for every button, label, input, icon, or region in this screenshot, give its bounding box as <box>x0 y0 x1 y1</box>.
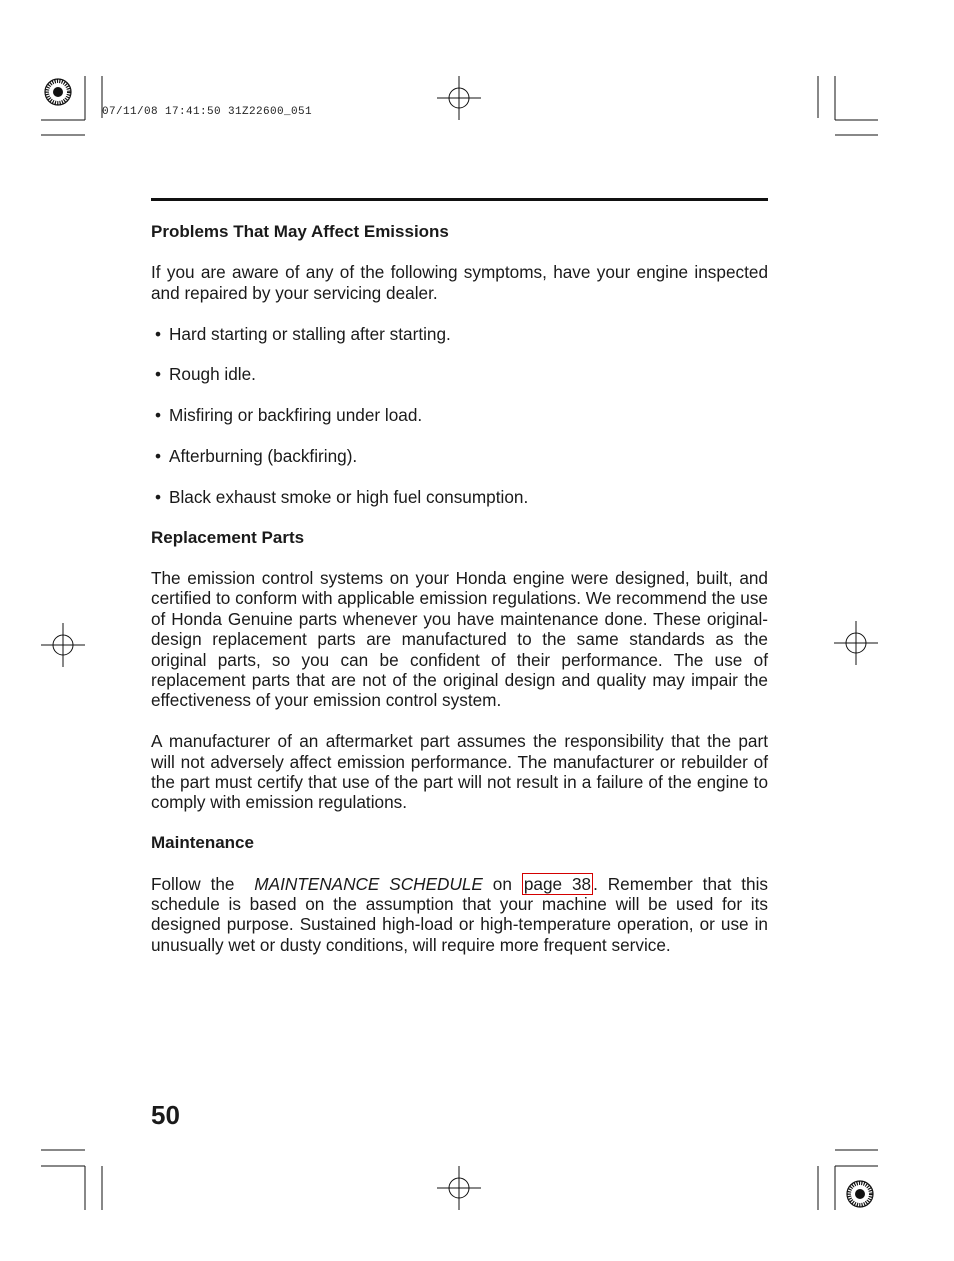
bullet-icon: • <box>155 323 162 344</box>
header-rule <box>151 198 768 201</box>
list-item: • Misfiring or backfiring under load. <box>155 405 423 426</box>
page-body <box>151 222 768 955</box>
maintenance-schedule-ref: MAINTENANCE SCHEDULE <box>254 873 483 894</box>
list-item: • Black exhaust smoke or high fuel consumption. <box>155 486 529 507</box>
bullet-icon: • <box>155 405 162 426</box>
maintenance-paragraph: Follow the MAINTENANCE SCHEDULE on page 38 . Remember that this schedule is based on the assumption that your machine will be used for its designed purpose. Sustained high-load or high-temperature operation, or use in unusually wet or dusty conditions, will require more frequent service. <box>151 873 768 955</box>
starburst-target-top-left <box>45 79 71 105</box>
list-item: • Rough idle. <box>155 364 256 385</box>
list-item: • Hard starting or stalling after starting. <box>155 323 451 344</box>
starburst-target-bottom-right <box>847 1181 873 1207</box>
list-item: • Afterburning (backfiring). <box>155 445 358 466</box>
problems-intro: If you are aware of any of the following symptoms, have your engine inspected and repaired by your servicing dealer. <box>151 262 768 303</box>
bullet-icon: • <box>155 486 162 507</box>
heading-maintenance: Maintenance <box>151 833 254 853</box>
bullet-icon: • <box>155 364 162 385</box>
page-38-link[interactable]: page 38 <box>523 873 592 894</box>
heading-problems: Problems That May Affect Emissions <box>151 222 449 241</box>
replacement-paragraph-2: A manufacturer of an aftermarket part assumes the responsibility that the part will not adversely affect emission performance. The manufacturer or rebuilder of the part must certify that use of the part will not result in a failure of the engine to comply with emission regulations. <box>151 731 768 813</box>
bullet-icon: • <box>155 445 162 466</box>
replacement-paragraph-1: The emission control systems on your Honda engine were designed, built, and certified to conform with applicable emission regulations. We recommend the use of Honda Genuine parts whenever you have maintenance done. These original-design replacement parts are manufactured to the same standards as the original parts, so you can be confident of their performance. The use of replacement parts that are not of the original design and quality may impair the effectiveness of your emission control system. <box>151 567 768 711</box>
heading-replacement-parts: Replacement Parts <box>151 527 305 547</box>
print-stamp: 07/11/08 17:41:50 31Z22600_051 <box>102 106 313 118</box>
page-number: 50 <box>151 1100 180 1130</box>
